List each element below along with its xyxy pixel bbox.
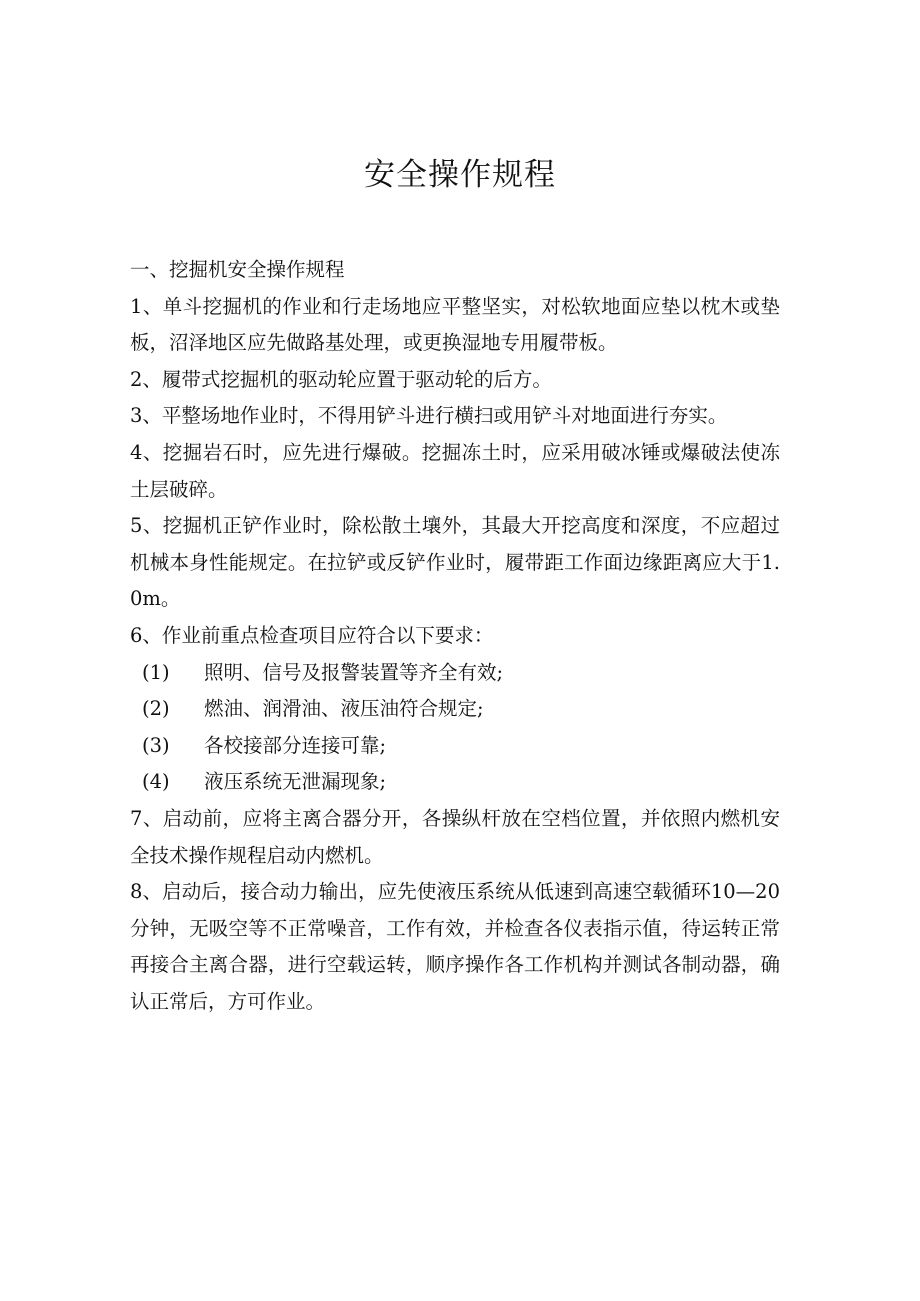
checklist-item — [130, 655, 780, 692]
checklist-item — [130, 764, 780, 801]
rule-3: 3、平整场地作业时，不得用铲斗进行横扫或用铲斗对地面进行夯实。 — [130, 404, 728, 428]
document-body — [130, 252, 780, 1020]
checklist-number: (1) — [142, 660, 170, 684]
checklist-text: 液压系统无泄漏现象; — [204, 770, 387, 794]
rule-8: 8、启动后，接合动力输出，应先使液压系统从低速到高速空载循环10—20分钟，无吸空等不正常噪音，工作有效，并检查各仪表指示值，待运转正常再接合主离合器，进行空载运转，顺序操作各工作机构并测试各制动器，确认正常后，方可作业。 — [130, 880, 780, 1013]
checklist-text: 照明、信号及报警装置等齐全有效; — [204, 660, 504, 684]
page-title: 安全操作规程 — [364, 157, 556, 193]
checklist-text: 燃油、润滑油、液压油符合规定; — [204, 697, 484, 721]
rule-4: 4、挖掘岩石时，应先进行爆破。挖掘冻土时，应采用破冰锤或爆破法使冻土层破碎。 — [130, 440, 780, 501]
rule-6: 6、作业前重点检查项目应符合以下要求： — [130, 623, 494, 647]
rule-2: 2、履带式挖掘机的驱动轮应置于驱动轮的后方。 — [130, 367, 552, 391]
checklist-text: 各校接部分连接可靠; — [204, 733, 387, 757]
checklist-number: (4) — [142, 770, 170, 794]
checklist-number: (2) — [142, 697, 170, 721]
checklist-item — [130, 691, 780, 728]
rule-7: 7、启动前，应将主离合器分开，各操纵杆放在空档位置，并依照内燃机安全技术操作规程启动内燃机。 — [130, 806, 780, 867]
rule-1: 1、单斗挖掘机的作业和行走场地应平整坚实，对松软地面应垫以枕木或垫板，沼泽地区应先做路基处理，或更换湿地专用履带板。 — [130, 294, 780, 355]
rule-5: 5、挖掘机正铲作业时，除松散土壤外，其最大开挖高度和深度，不应超过机械本身性能规定。在拉铲或反铲作业时，履带距工作面边缘距离应大于1.0m。 — [130, 514, 780, 611]
checklist-number: (3) — [142, 733, 170, 757]
checklist-item — [130, 728, 780, 765]
section-heading: 一、挖掘机安全操作规程 — [130, 258, 345, 281]
